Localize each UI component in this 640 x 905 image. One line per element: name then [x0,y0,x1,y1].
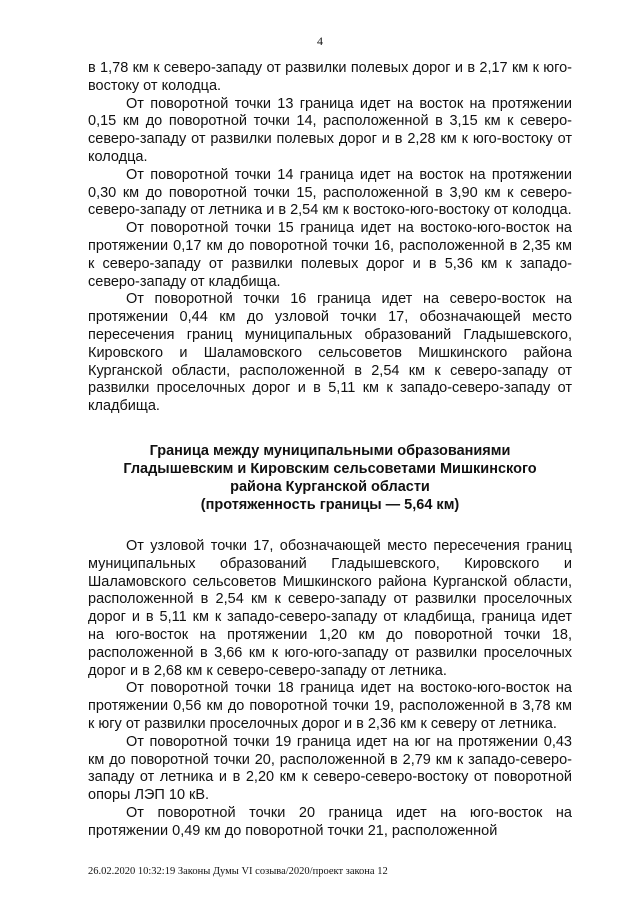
document-footer: 26.02.2020 10:32:19 Законы Думы VI созыва/2020/проект закона 12 [88,866,388,877]
heading-line-3: района Курганской области [230,478,430,495]
paragraph-point-18: От поворотной точки 18 граница идет на востоко-юго-восток на протяжении 0,56 км до поворотной точки 19, расположенной в 3,78 км к югу от развилки проселочных дорог и в 2,36 км к северу от летника. [88,680,572,732]
paragraph-point-19: От поворотной точки 19 граница идет на юг на протяжении 0,43 км до поворотной точки 20, расположенной в 2,79 км к западо-северо-западу от летника и в 2,20 км к северо-северо-востоку от поворотной опоры ЛЭП 10 кВ. [88,733,572,804]
heading-line-1: Граница между муниципальными образованиями [149,442,511,459]
section-heading [88,442,572,514]
paragraph-point-14: От поворотной точки 14 граница идет на восток на протяжении 0,30 км до поворотной точки 15, расположенной в 3,90 км к северо-северо-западу от летника и в 2,54 км к востоко-юго-востоку от колодца. [88,166,572,219]
heading-line-2: Гладышевским и Кировским сельсоветами Мишкинского [123,460,537,477]
paragraph-point-17: От узловой точки 17, обозначающей место пересечения границ муниципальных образований Гладышевского, Кировского и Шаламовского сельсоветов Мишкинского района Курганской области, расположенной в 2,54 км к северо-западу от развилки проселочных дорог и в 5,11 км к западо-северо-западу от кладбища, граница идет на юго-восток на протяжении 1,20 км до поворотной точки 18, расположенной в 3,66 км к юго-юго-западу от развилки проселочных дорог и в 2,68 км к северо-северо-западу от летника. [88,537,572,679]
paragraph-point-13: От поворотной точки 13 граница идет на восток на протяжении 0,15 км до поворотной точки 14, расположенной в 3,15 км к северо-северо-западу от развилки полевых дорог и в 2,28 км к юго-востоку от колодца. [88,95,572,165]
page-number: 4 [317,34,323,48]
paragraph-continuation: в 1,78 км к северо-западу от развилки полевых дорог и в 2,17 км к юго-востоку от колодца. [88,60,572,94]
paragraph-point-15: От поворотной точки 15 граница идет на востоко-юго-восток на протяжении 0,17 км до поворотной точки 16, расположенной в 2,35 км к северо-западу от развилки полевых дорог и в 5,36 км к западо-северо-западу от кладбища. [88,220,572,290]
paragraph-point-20: От поворотной точки 20 граница идет на юго-восток на протяжении 0,49 км до поворотной точки 21, расположенной [88,804,572,839]
heading-line-4: (протяженность границы — 5,64 км) [200,496,460,513]
document-body [88,60,572,840]
paragraph-point-16: От поворотной точки 16 граница идет на северо-восток на протяжении 0,44 км до узловой точки 17, обозначающей место пересечения границ муниципальных образований Гладышевского, Кировского и Шаламовского сельсоветов Мишкинского района Курганской области, расположенной в 2,54 км к северо-западу от развилки проселочных дорог и в 5,11 км к западо-северо-западу от кладбища. [88,291,572,415]
